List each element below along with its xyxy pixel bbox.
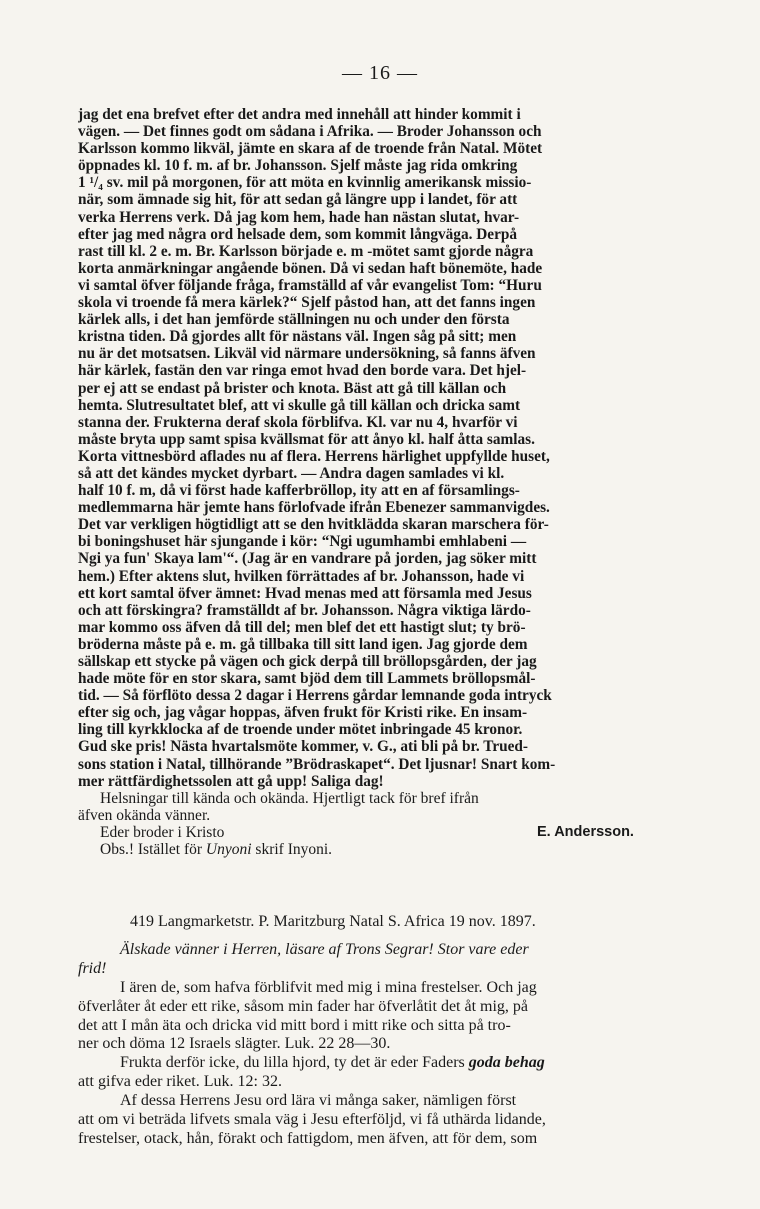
text-line: vägen. — Det finnes godt om sådana i Afrika. — Broder Johansson och	[78, 123, 542, 141]
text-line: ett kort samtal öfver ämnet: Hvad menas med att församla med Jesus	[78, 584, 532, 602]
closing-text: Eder broder i Kristo	[100, 823, 225, 841]
text-line: per ej att se endast på brister och knota. Bäst att gå till källan och	[78, 379, 507, 397]
text-line: tid. — Så förflöto dessa 2 dagar i Herrens gårdar lemnande goda intryck	[78, 687, 552, 705]
text-line: när, som ämnade sig hit, för att sedan gå längre upp i landet, för att	[78, 191, 518, 209]
text-line: ner och döma 12 Israels slägter. Luk. 22 28—30.	[78, 1035, 391, 1053]
text-line: mer rättfärdighetssolen att gå upp! Saliga dag!	[78, 772, 384, 790]
text-line: måste bryta upp samt spisa kvällsmat för att ånyo kl. half åtta samlas.	[78, 430, 535, 448]
letter-maritzburg	[78, 912, 694, 1149]
text-line: skola vi troende få mera kärlek?“ Sjelf påstod han, att det fanns ingen	[78, 294, 536, 312]
text-line: bröderna måste på e. m. gå tillbaka till sitt land igen. Jag gjorde dem	[78, 635, 528, 653]
note-line	[78, 841, 694, 858]
text-line: ling till kyrkklocka af de troende under mötet inbringade 45 kronor.	[78, 721, 523, 739]
text-line: efter jag med några ord helsade dem, som kommit långväga. Derpå	[78, 225, 518, 243]
text-line: hemta. Slutresultatet blef, att vi skulle gå till källan och dricka samt	[78, 396, 521, 414]
text-line: så att det kändes mycket dyrbart. — Andra dagen samlades vi kl.	[78, 464, 505, 482]
text-line: Det var verkligen högtidligt att se den hvitklädda skaran marschera för-	[78, 516, 549, 534]
text-line: att om vi beträda lifvets smala väg i Jesu efterföljd, vi få uthärda lidande,	[78, 1111, 546, 1129]
text-line: kärlek alls, i det han jemförde ställningen nu och under den första	[78, 311, 510, 329]
text-line: Af dessa Herrens Jesu ord lära vi många saker, nämligen först	[120, 1092, 517, 1110]
page-number: — 16 —	[342, 62, 418, 84]
greeting-continuation: äfven okända vänner.	[78, 806, 211, 824]
greeting-line: Helsningar till kända och okända. Hjertligt tack för bref ifrån	[100, 789, 479, 807]
text-line: öfverlåter åt eder ett rike, såsom min fader har öfverlåtit det åt mig, på	[78, 997, 529, 1015]
paragraph-2-first-line	[78, 1054, 694, 1073]
text-line: kristna tiden. Då gjordes allt för nästans väl. Ingen såg på sitt; men	[78, 328, 517, 346]
text-line: mar kommo oss äfven då till del; men blef det ett hastigt slut; ty brö-	[78, 618, 526, 636]
text-line: half 10 f. m, då vi först hade kafferbröllop, ity att en af församlings-	[78, 482, 520, 500]
text-line: öppnades kl. 10 f. m. af br. Johansson. Sjelf måste jag rida omkring	[78, 157, 518, 175]
text-line: Gud ske pris! Nästa hvartalsmöte kommer, v. G., ati bli på br. Trued-	[78, 738, 529, 756]
paragraph-1	[78, 979, 694, 1055]
letter-andersson	[78, 106, 694, 858]
salutation: Älskade vänner i Herren, läsare af Trons Segrar! Stor vare eder	[120, 941, 529, 958]
note-prefix: Obs.! Istället för	[100, 841, 206, 859]
text-line: rast till kl. 2 e. m. Br. Karlsson började e. m -mötet samt gjorde några	[78, 242, 534, 260]
text-line: sällskap ett stycke på vägen och gick derpå till bröllopsgården, der jag	[78, 653, 537, 670]
text-line: verka Herrens verk. Då jag kom hem, hade han nästan slutat, hvar-	[78, 208, 520, 226]
text-line: vi samtal öfver följande fråga, framställd af vår evangelist Tom: “Huru	[78, 276, 542, 294]
paragraph-3	[78, 1092, 694, 1149]
text-line: efter sig och, jag vågar hoppas, äfven frukt för Kristi rike. En insam-	[78, 704, 528, 722]
closing-line	[78, 824, 694, 841]
text-line: och att förskingra? framställdt af br. Johansson. Några viktiga lärdo-	[78, 601, 531, 619]
text-line: hem.) Efter aktens slut, hvilken förrättades af br. Johansson, hade vi	[78, 567, 525, 585]
p2-emphasis: goda behag	[468, 1054, 545, 1072]
text-line: det att I mån äta och dricka vid mitt bord i mitt rike och sitta på tro-	[78, 1016, 511, 1034]
text-line: Ngi ya fun' Skaya lam'“. (Jag är en vandrare på jorden, jag söker mitt	[78, 550, 537, 568]
text-line: 1 ¹/₄ sv. mil på morgonen, för att möta en kvinnlig amerikansk missio-	[78, 174, 532, 192]
paragraph-2-end: att gifva eder riket. Luk. 12: 32.	[78, 1073, 282, 1091]
note-word: Unyoni	[205, 841, 252, 859]
p2-text: Frukta derför icke, du lilla hjord, ty det är eder Faders	[120, 1054, 469, 1072]
text-line: I ären de, som hafva förblifvit med mig i mina frestelser. Och jag	[120, 978, 537, 996]
letter-body	[78, 106, 694, 790]
text-line: Karlsson kommo likväl, jämte en skara af de troende från Natal. Mötet	[78, 140, 543, 158]
text-line: här kärlek, fastän den var ringa emot hvad den borde vara. Det hjel-	[78, 362, 527, 380]
letter-heading: 419 Langmarketstr. P. Maritzburg Natal S. Africa 19 nov. 1897.	[130, 913, 536, 930]
note-suffix: skrif Inyoni.	[251, 841, 333, 859]
text-line: stanna der. Frukterna deraf skola förblifva. Kl. var nu 4, hvarför vi	[78, 413, 518, 431]
text-line: hade möte för en stor skara, samt bjöd dem till Lammets bröllopsmål-	[78, 670, 536, 688]
text-line: sons station i Natal, tillhörande ”Brödraskapet“. Det ljusnar! Snart kom-	[78, 755, 556, 773]
text-line: jag det ena brefvet efter det andra med innehåll att hinder kommit i	[78, 106, 521, 123]
text-line: Korta vittnesbörd aflades nu af flera. Herrens härlighet uppfyllde huset,	[78, 447, 550, 465]
text-line: nu är det motsatsen. Likväl vid närmare undersökning, så fanns äfven	[78, 345, 536, 363]
text-line: bi boningshuset här sjungande i kör: “Ngi ugumhambi emhlabeni —	[78, 533, 527, 551]
text-line: frestelser, otack, hån, förakt och fattigdom, men äfven, att för dem, som	[78, 1129, 538, 1147]
text-line: medlemmarna här jemte hans förlofvade ifrån Ebenezer sammanvigdes.	[78, 499, 550, 517]
salutation-end: frid!	[78, 959, 107, 977]
text-line: korta anmärkningar angående bönen. Då vi sedan haft bönemöte, hade	[78, 259, 543, 277]
signature: E. Andersson.	[537, 823, 634, 840]
